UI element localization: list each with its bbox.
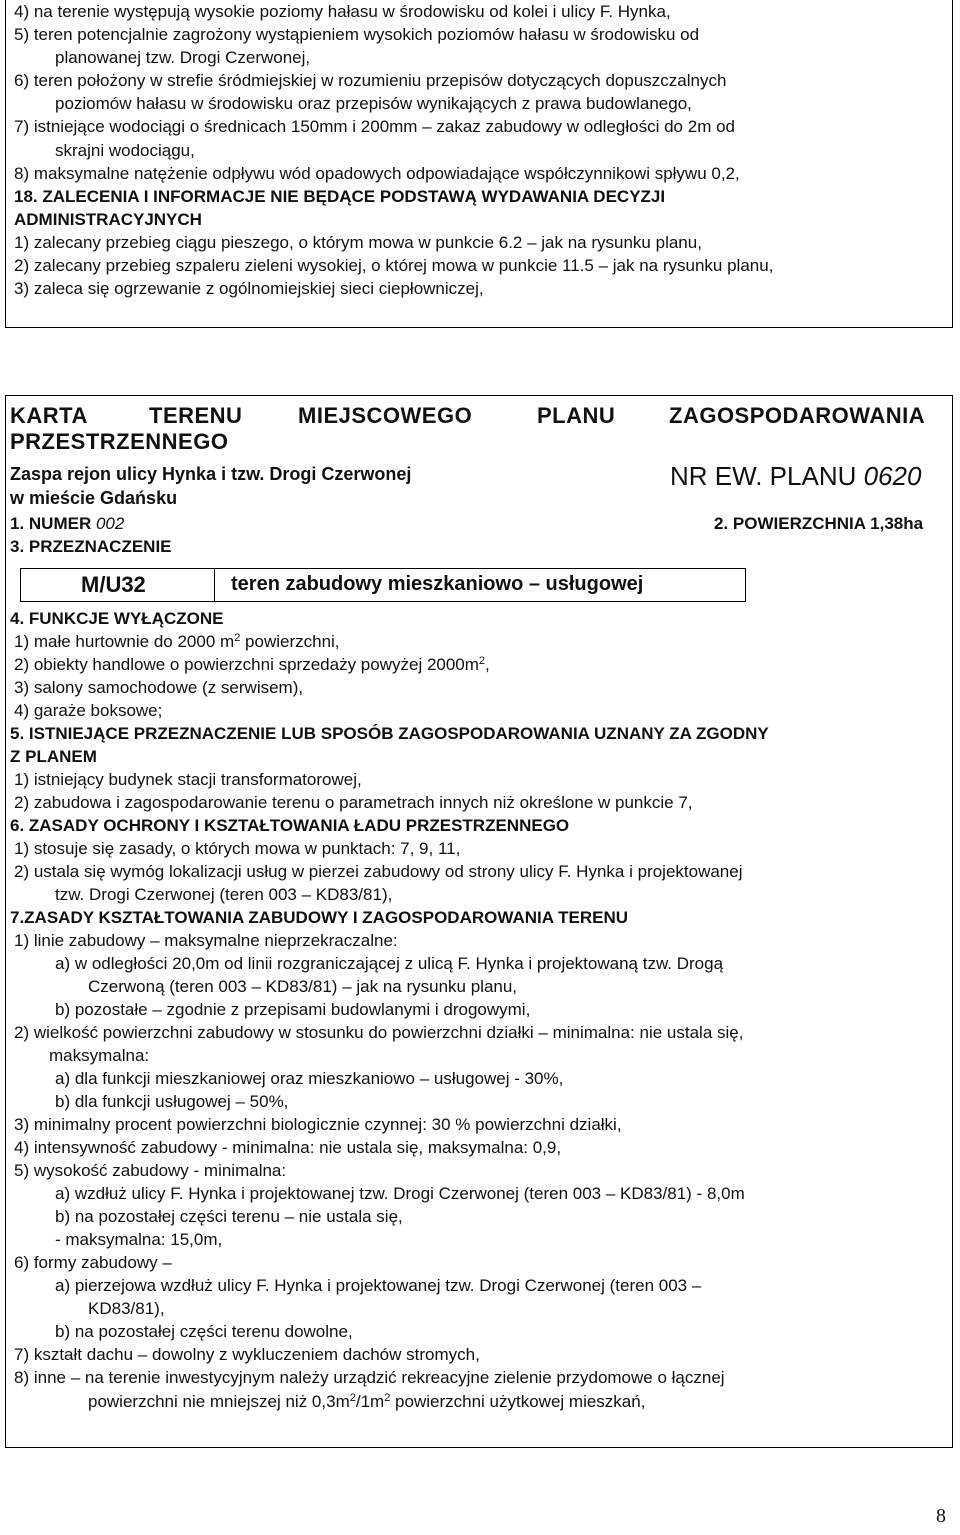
title-word: MIEJSCOWEGO bbox=[298, 403, 473, 428]
list-item: a) pierzejowa wzdłuż ulicy F. Hynka i projektowanej tzw. Drogi Czerwonej (teren 003 – bbox=[55, 1276, 702, 1295]
list-item: b) pozostałe – zgodnie z przepisami budowlanymi i drogowymi, bbox=[55, 1000, 531, 1019]
list-item: 2) ustala się wymóg lokalizacji usług w pierzei zabudowy od strony ulicy F. Hynka i projektowanej bbox=[14, 862, 743, 881]
section-heading: 5. ISTNIEJĄCE PRZEZNACZENIE LUB SPOSÓB ZAGOSPODAROWANIA UZNANY ZA ZGODNY bbox=[10, 724, 769, 743]
purpose-description: teren zabudowy mieszkaniowo – usługowej bbox=[231, 573, 644, 595]
text-line: 5) teren potencjalnie zagrożony wystąpieniem wysokich poziomów hałasu w środowisku od bbox=[14, 25, 700, 44]
title-word: PLANU bbox=[537, 403, 616, 428]
plan-number: NR EW. PLANU 0620 bbox=[670, 461, 922, 491]
text-line: skrajni wodociągu, bbox=[55, 141, 195, 160]
list-item: 3) minimalny procent powierzchni biologicznie czynnej: 30 % powierzchni działki, bbox=[14, 1115, 622, 1134]
list-item: a) w odległości 20,0m od linii rozgraniczającej z ulicą F. Hynka i projektowaną tzw. Drogą bbox=[55, 954, 724, 973]
list-item: Czerwoną (teren 003 – KD83/81) – jak na rysunku planu, bbox=[88, 977, 518, 996]
list-item: b) na pozostałej części terenu – nie ustala się, bbox=[55, 1207, 403, 1226]
card-title: PRZESTRZENNEGO bbox=[10, 429, 229, 454]
text-line: planowanej tzw. Drogi Czerwonej, bbox=[55, 48, 311, 67]
text-line: 7) istniejące wodociągi o średnicach 150mm i 200mm – zakaz zabudowy w odległości do 2m od bbox=[14, 117, 735, 136]
title-word: TERENU bbox=[149, 403, 243, 428]
list-item: 1) linie zabudowy – maksymalne nieprzekraczalne: bbox=[14, 931, 398, 950]
section-heading: ADMINISTRACYJNYCH bbox=[14, 210, 202, 229]
purpose-label: 3. PRZEZNACZENIE bbox=[10, 537, 172, 556]
list-item: - maksymalna: 15,0m, bbox=[55, 1230, 223, 1249]
area-label: 2. POWIERZCHNIA 1,38ha bbox=[714, 514, 924, 533]
list-item: 5) wysokość zabudowy - minimalna: bbox=[14, 1161, 287, 1180]
list-item: b) na pozostałej części terenu dowolne, bbox=[55, 1322, 353, 1341]
list-item: tzw. Drogi Czerwonej (teren 003 – KD83/81), bbox=[55, 885, 393, 904]
list-item: 6) formy zabudowy – bbox=[14, 1253, 172, 1272]
list-item: powierzchni nie mniejszej niż $0,3m^2/1m^2$ powierzchni użytkowej mieszkań, bbox=[88, 1392, 646, 1411]
page-number: 8 bbox=[936, 1505, 946, 1527]
list-item: a) wzdłuż ulicy F. Hynka i projektowanej tzw. Drogi Czerwonej (teren 003 – KD83/81) - 8,0m bbox=[55, 1184, 745, 1203]
list-item: 1) istniejący budynek stacji transformatorowej, bbox=[14, 770, 362, 789]
place-city: w mieście Gdańsku bbox=[10, 488, 178, 508]
list-item: b) dla funkcji usługowej – 50%, bbox=[55, 1092, 289, 1111]
section-heading: 4. FUNKCJE WYŁĄCZONE bbox=[10, 609, 224, 628]
list-item: 2) obiekty handlowe o powierzchni sprzedaży powyżej $2000m^2$, bbox=[14, 655, 490, 674]
section-heading: 6. ZASADY OCHRONY I KSZTAŁTOWANIA ŁADU PRZESTRZENNEGO bbox=[10, 816, 570, 835]
list-item: 2) zabudowa i zagospodarowanie terenu o parametrach innych niż określone w punkcie 7, bbox=[14, 793, 693, 812]
text-line: 2) zalecany przebieg szpaleru zieleni wysokiej, o której mowa w punkcie 11.5 – jak na rysunku planu, bbox=[14, 256, 774, 275]
number-label: 1. NUMER 002 bbox=[10, 514, 125, 533]
place-name: Zaspa rejon ulicy Hynka i tzw. Drogi Czerwonej bbox=[10, 464, 412, 484]
list-item: 7) kształt dachu – dowolny z wykluczeniem dachów stromych, bbox=[14, 1345, 480, 1364]
top-section bbox=[5, 0, 953, 328]
title-word: ZAGOSPODAROWANIA bbox=[669, 403, 926, 428]
list-item: 4) intensywność zabudowy - minimalna: nie ustala się, maksymalna: 0,9, bbox=[14, 1138, 562, 1157]
section-heading: Z PLANEM bbox=[10, 747, 97, 766]
list-item: 1) małe hurtownie do 2000 $m^2$ powierzchni, bbox=[14, 632, 340, 651]
list-item: 3) salony samochodowe (z serwisem), bbox=[14, 678, 304, 697]
list-item: 2) wielkość powierzchni zabudowy w stosunku do powierzchni działki – minimalna: nie ustala się, bbox=[14, 1023, 744, 1042]
list-item: 4) garaże boksowe; bbox=[14, 701, 163, 720]
list-item: 8) inne – na terenie inwestycyjnym należy urządzić rekreacyjne zielenie przydomowe o łącznej bbox=[14, 1368, 725, 1387]
text-line: 3) zaleca się ogrzewanie z ogólnomiejskiej sieci ciepłowniczej, bbox=[14, 279, 484, 298]
purpose-desc-box bbox=[214, 568, 746, 602]
purpose-code: M/U32 bbox=[81, 572, 146, 597]
text-line: 4) na terenie występują wysokie poziomy hałasu w środowisku od kolei i ulicy F. Hynka, bbox=[14, 2, 671, 21]
section-heading: 7.ZASADY KSZTAŁTOWANIA ZABUDOWY I ZAGOSPODAROWANIA TERENU bbox=[10, 908, 628, 927]
purpose-code-box bbox=[20, 568, 215, 602]
text-line: 8) maksymalne natężenie odpływu wód opadowych odpowiadające współczynnikowi spływu 0,2, bbox=[14, 164, 740, 183]
title-word: KARTA bbox=[10, 403, 88, 428]
text-line: poziomów hałasu w środowisku oraz przepisów wynikających z prawa budowlanego, bbox=[55, 94, 692, 113]
card-section bbox=[5, 395, 953, 1448]
list-item: a) dla funkcji mieszkaniowej oraz mieszkaniowo – usługowej - 30%, bbox=[55, 1069, 564, 1088]
list-item: 1) stosuje się zasady, o których mowa w punktach: 7, 9, 11, bbox=[14, 839, 461, 858]
text-line: 1) zalecany przebieg ciągu pieszego, o którym mowa w punkcie 6.2 – jak na rysunku planu, bbox=[14, 233, 702, 252]
list-item: maksymalna: bbox=[49, 1046, 150, 1065]
section-heading: 18. ZALECENIA I INFORMACJE NIE BĘDĄCE PODSTAWĄ WYDAWANIA DECYZJI bbox=[14, 187, 666, 206]
text-line: 6) teren położony w strefie śródmiejskiej w rozumieniu przepisów dotyczących dopuszczalnych bbox=[14, 71, 727, 90]
list-item: KD83/81), bbox=[88, 1299, 165, 1318]
